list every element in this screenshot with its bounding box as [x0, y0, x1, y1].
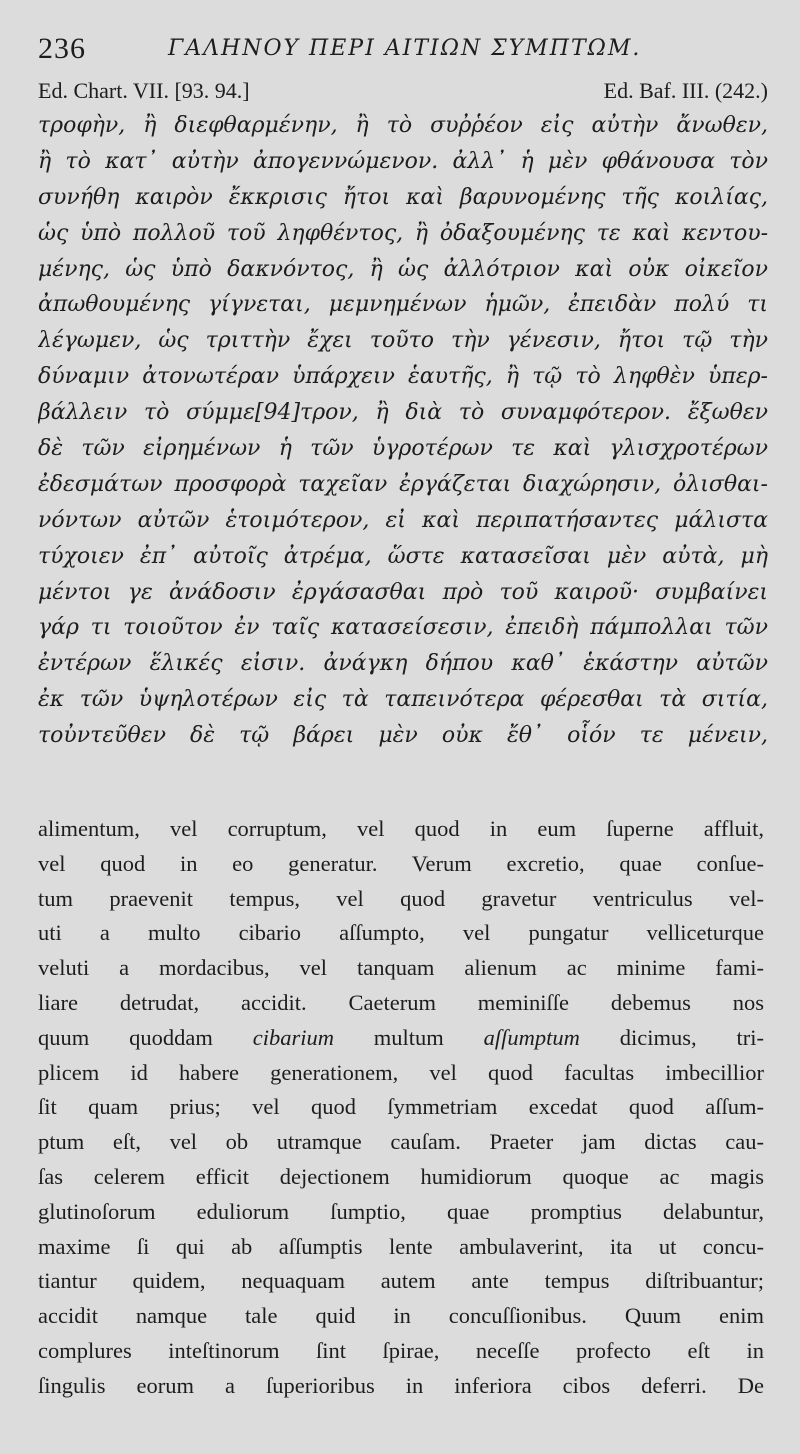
latin-text-line	[38, 1160, 764, 1195]
latin-text-segment: liare detrudat, accidit. Caeterum meminiſſe debemus nos	[38, 989, 764, 1015]
latin-text-line	[38, 1369, 764, 1404]
latin-text-line	[38, 882, 764, 917]
greek-text-line: τοὐντεῦθεν δὲ τῷ βάρει μὲν οὐκ ἔθ᾽ οἷόν τε μένειν,	[38, 723, 768, 749]
page-number: 236	[38, 32, 86, 65]
latin-text-line	[38, 847, 764, 882]
latin-text-segment: ſas celerem efficit dejectionem humidiorum quoque ac magis	[38, 1163, 764, 1189]
latin-text-segment: alimentum, vel corruptum, vel quod in eum ſuperne affluit,	[38, 816, 764, 841]
latin-italic-term: cibarium	[252, 1024, 334, 1050]
latin-text-segment: glutinoſorum eduliorum ſumptio, quae promptius delabuntur,	[38, 1198, 764, 1224]
greek-text-line: ἐδεσμάτων προσφορὰ ταχεῖαν ἐργάζεται διαχώρησιν, ὀλισθαι-	[38, 471, 768, 497]
latin-text-line	[38, 1056, 764, 1091]
latin-text-segment: tiantur quidem, nequaquam autem ante tempus diſtribuantur;	[38, 1268, 764, 1294]
greek-text-line: μένης, ὡς ὑπὸ δακνόντος, ἢ ὡς ἀλλότριον καὶ οὐκ οἰκεῖον	[38, 256, 768, 282]
latin-text-segment: ſit quam prius; vel quod ſymmetriam excedat quod aſſum-	[38, 1094, 764, 1120]
latin-text-line	[38, 1021, 764, 1056]
latin-translation-block	[38, 812, 764, 1404]
greek-text-line: ἀπωθουμένης γίγνεται, μεμνημένων ἡμῶν, ἐπειδὰν πολύ τι	[38, 292, 768, 318]
latin-text-segment: ptum eſt, vel ob utramque cauſam. Praeter jam dictas cau-	[38, 1129, 764, 1155]
page-header	[38, 28, 768, 68]
latin-text-line	[38, 1299, 764, 1334]
greek-text-line: βάλλειν τὸ σύμμε[94]τρον, ἢ διὰ τὸ συναμφότερον. ἔξωθεν	[38, 400, 768, 426]
greek-text-line: ἢ τὸ κατ᾽ αὐτὴν ἀπογεννώμενον. ἀλλ᾽ ἡ μὲν φθάνουσα τὸν	[38, 148, 768, 174]
greek-text-line: μέντοι γε ἀνάδοσιν ἐργάσασθαι πρὸ τοῦ καιροῦ· συμβαίνει	[38, 579, 768, 605]
greek-text-line: γάρ τι τοιοῦτον ἐν ταῖς κατασείσεσιν, ἐπειδὴ πάμπολλαι τῶν	[38, 615, 768, 641]
latin-text-line	[38, 951, 764, 986]
latin-text-segment: plicem id habere generationem, vel quod facultas imbecillior	[38, 1059, 764, 1085]
greek-text-line: δύναμιν ἀτονωτέραν ὑπάρχειν ἑαυτῆς, ἢ τῷ τὸ ληφθὲν ὑπερ-	[38, 364, 768, 390]
latin-text-line	[38, 1334, 764, 1369]
latin-italic-term: aſſumptum	[483, 1024, 580, 1050]
latin-text-segment: ſingulis eorum a ſuperioribus in inferiora cibos deferri. De	[38, 1372, 764, 1398]
latin-text-segment: quum quoddam	[38, 1024, 253, 1050]
edition-chartier-ref: Ed. Chart. VII. [93. 94.]	[38, 78, 250, 103]
latin-text-line	[38, 916, 764, 951]
latin-text-segment: maxime ſi qui ab aſſumptis lente ambulaverint, ita ut concu-	[38, 1233, 764, 1259]
greek-text-line: δὲ τῶν εἰρημένων ἡ τῶν ὑγροτέρων τε καὶ γλισχροτέρων	[38, 436, 768, 462]
latin-text-segment: tum praevenit tempus, vel quod gravetur ventriculus vel-	[38, 885, 764, 911]
latin-text-segment: vel quod in eo generatur. Verum excretio, quae conſue-	[38, 850, 764, 876]
greek-text-line: λέγωμεν, ὡς τριττὴν ἔχει τοῦτο τὴν γένεσιν, ἤτοι τῷ τὴν	[38, 328, 768, 354]
latin-text-line	[38, 1125, 764, 1160]
greek-text-line: τύχοιεν ἐπ᾽ αὐτοῖς ἀτρέμα, ὥστε κατασεῖσαι μὲν αὐτὰ, μὴ	[38, 543, 768, 569]
latin-text-segment: dicimus, tri-	[579, 1024, 764, 1050]
greek-text-block	[38, 108, 768, 754]
greek-text-line: ὡς ὑπὸ πολλοῦ τοῦ ληφθέντος, ἢ ὀδαξουμένης τε καὶ κεντου-	[38, 220, 768, 246]
latin-text-line	[38, 1195, 764, 1230]
latin-text-segment: veluti a mordacibus, vel tanquam alienum ac minime fami-	[38, 955, 764, 981]
latin-text-line	[38, 1090, 764, 1125]
latin-text-segment: uti a multo cibario aſſumpto, vel pungatur velliceturque	[38, 920, 764, 946]
latin-text-segment: accidit namque tale quid in concuſſionibus. Quum enim	[38, 1303, 764, 1329]
latin-text-segment: multum	[333, 1024, 484, 1050]
greek-text-line: τροφὴν, ἢ διεφθαρμένην, ἢ τὸ συῤῥέον εἰς αὐτὴν ἄνωθεν,	[38, 113, 768, 138]
greek-text-line: ἐκ τῶν ὑψηλοτέρων εἰς τὰ ταπεινότερα φέρεσθαι τὰ σιτία,	[38, 687, 768, 713]
edition-basel-ref: Ed. Baf. III. (242.)	[603, 78, 768, 103]
edition-references	[38, 78, 768, 108]
latin-text-line	[38, 1230, 764, 1265]
greek-text-line: νόντων αὐτῶν ἑτοιμότερον, εἰ καὶ περιπατήσαντες μάλιστα	[38, 507, 768, 533]
greek-text-line: ἐντέρων ἕλικές εἰσιν. ἀνάγκη δήπου καθ᾽ ἑκάστην αὐτῶν	[38, 651, 768, 677]
running-title: ΓΑΛΗΝΟΥ ΠΕΡΙ ΑΙΤΙΩΝ ΣΥΜΠΤΩΜ.	[168, 36, 642, 61]
latin-text-line	[38, 812, 764, 847]
latin-text-line	[38, 1264, 764, 1299]
latin-text-segment: complures inteſtinorum ſint ſpirae, neceſſe profecto eſt in	[38, 1337, 764, 1363]
greek-text-line: συνήθη καιρὸν ἔκκρισις ἤτοι καὶ βαρυνομένης τῆς κοιλίας,	[38, 184, 768, 210]
latin-text-line	[38, 986, 764, 1021]
